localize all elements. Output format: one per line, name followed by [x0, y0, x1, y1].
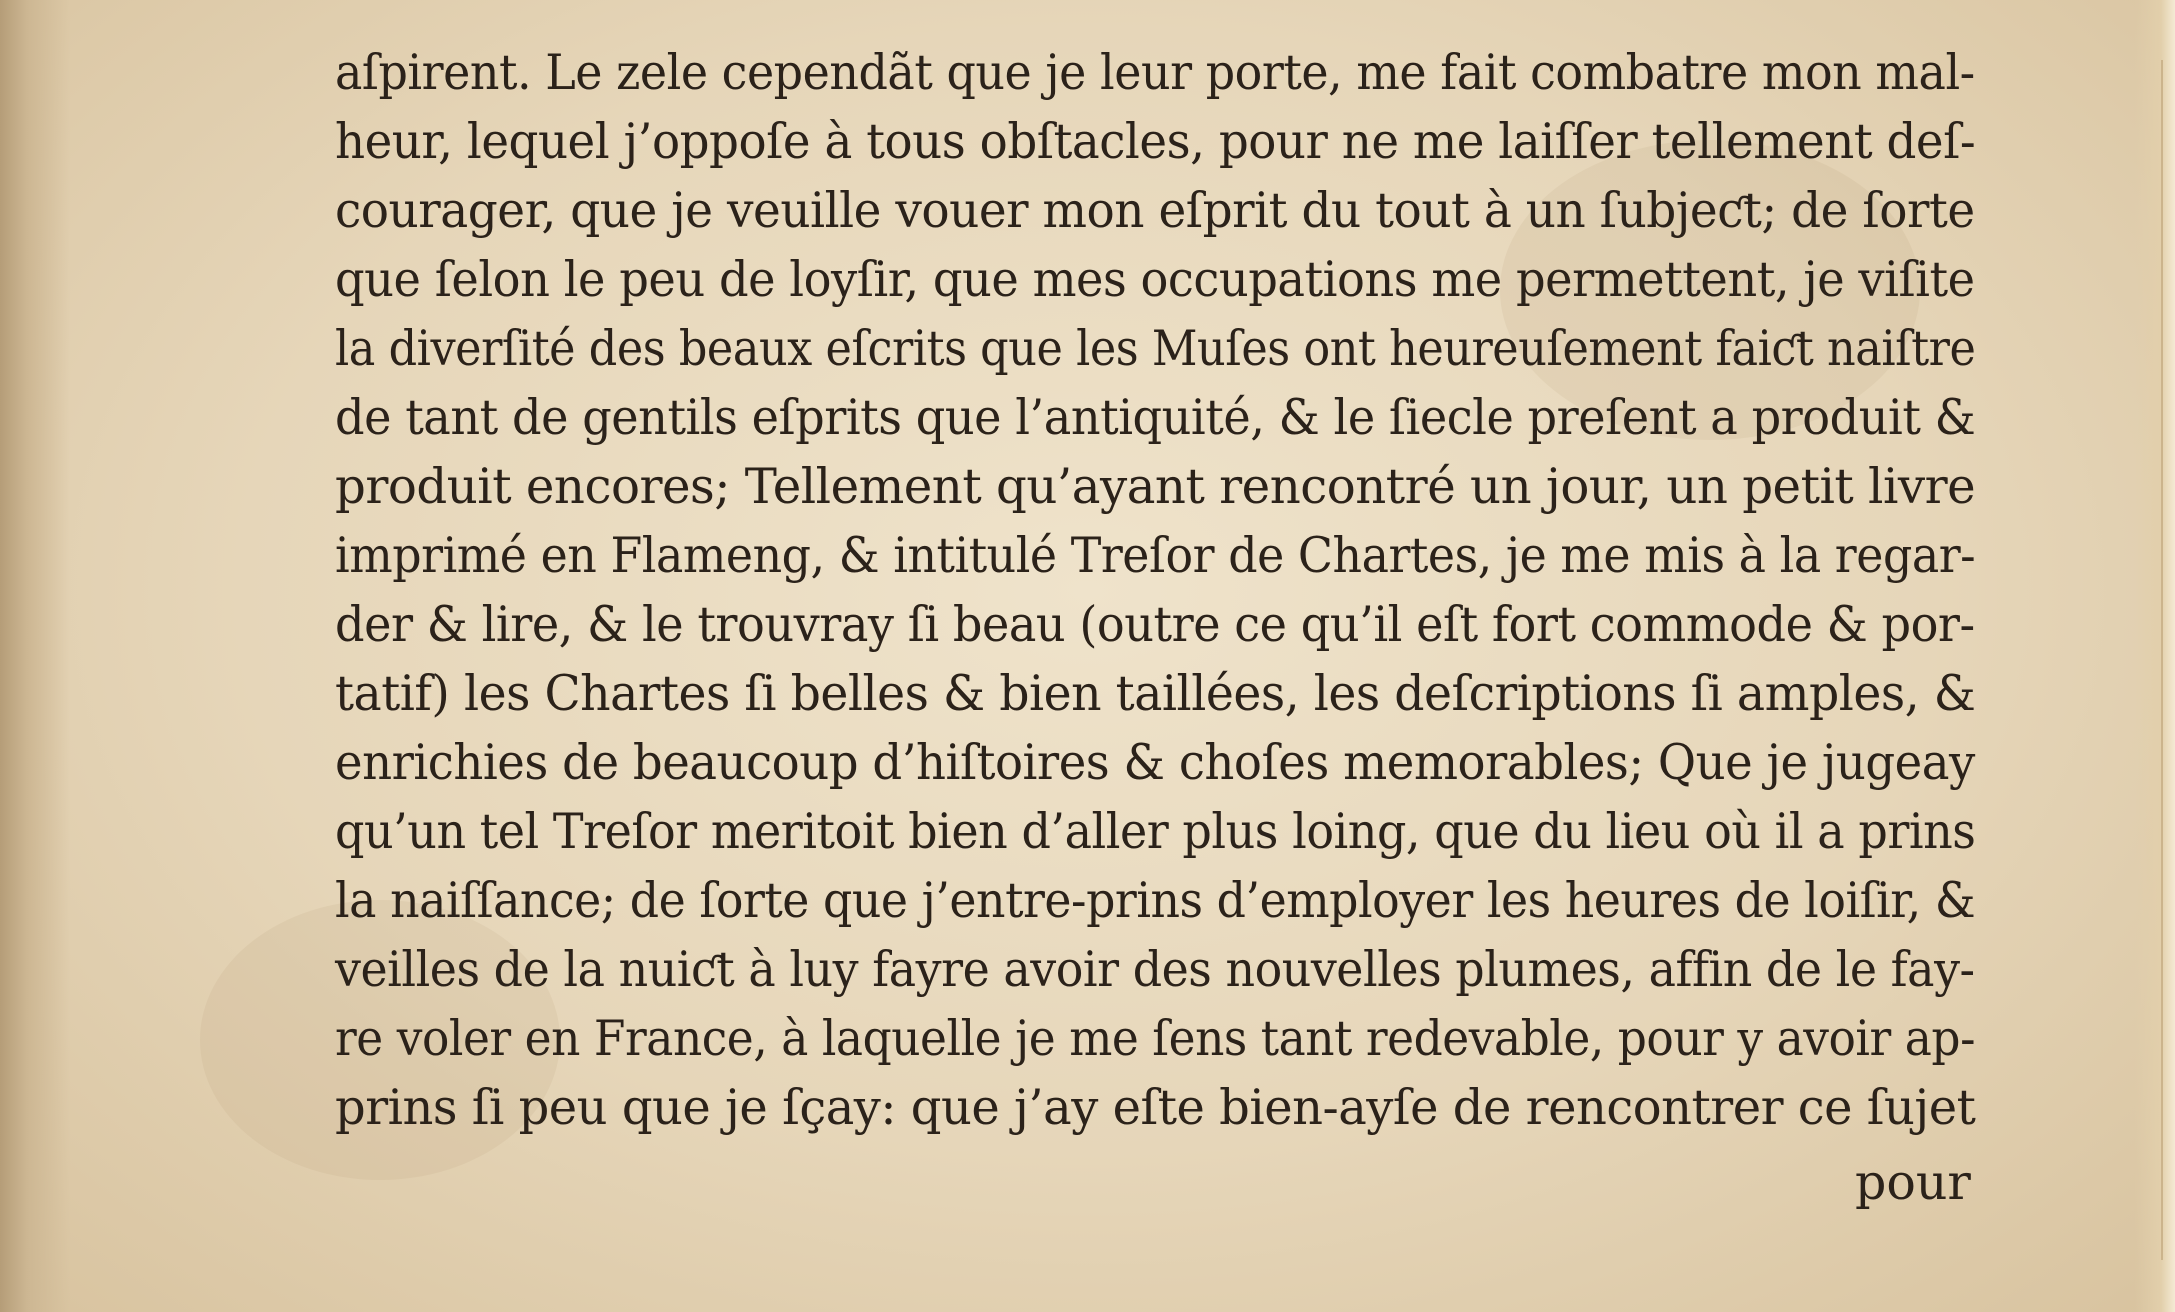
page-edge-line: [2161, 60, 2163, 1260]
text-line: produit encores; Tellement qu’ayant rencontré un jour, un petit livre: [335, 458, 1976, 515]
text-line: heur, lequel j’oppoſe à tous obſtacles, pour ne me laiſſer tellement deſ-: [335, 113, 1976, 170]
text-line: enrichies de beaucoup d’hiſtoires & choſes memorables; Que je jugeay: [335, 734, 1975, 791]
text-line: tatif) les Chartes ſi belles & bien taillées, les deſcriptions ſi amples, &: [335, 665, 1976, 722]
text-line: aſpirent. Le zele cependãt que je leur porte, me fait combatre mon mal-: [335, 44, 1975, 101]
text-line: re voler en France, à laquelle je me ſens tant redevable, pour y avoir ap-: [335, 1010, 1975, 1067]
text-line: prins ſi peu que je ſçay: que j’ay eſte bien-ayſe de rencontrer ce ſujet: [335, 1079, 1976, 1136]
text-line: qu’un tel Treſor meritoit bien d’aller plus loing, que du lieu où il a prins: [335, 803, 1976, 860]
text-line: que ſelon le peu de loyſir, que mes occupations me permettent, je viſite: [335, 251, 1975, 308]
text-line: la diverſité des beaux eſcrits que les Muſes ont heureuſement faiƈt naiſtre: [335, 320, 1976, 377]
text-line: veilles de la nuiƈt à luy fayre avoir des nouvelles plumes, affin de le fay-: [335, 941, 1975, 998]
text-line: der & lire, & le trouvray ſi beau (outre ce qu’il eſt fort commode & por-: [335, 596, 1975, 653]
binding-shadow: [0, 0, 70, 1312]
text-line: de tant de gentils eſprits que l’antiquité, & le ſiecle preſent a produit &: [335, 389, 1976, 446]
catchword: pour: [1855, 1154, 1971, 1211]
body-text: [335, 38, 1975, 1142]
page-edge: [2135, 0, 2175, 1312]
text-line: courager, que je veuille vouer mon eſprit du tout à un ſubjeƈt; de ſorte: [335, 182, 1975, 239]
text-line: imprimé en Flameng, & intitulé Treſor de Chartes, je me mis à la regar-: [335, 527, 1976, 584]
text-line: la naiſſance; de ſorte que j’entre-prins d’employer les heures de loiſir, &: [335, 872, 1976, 929]
